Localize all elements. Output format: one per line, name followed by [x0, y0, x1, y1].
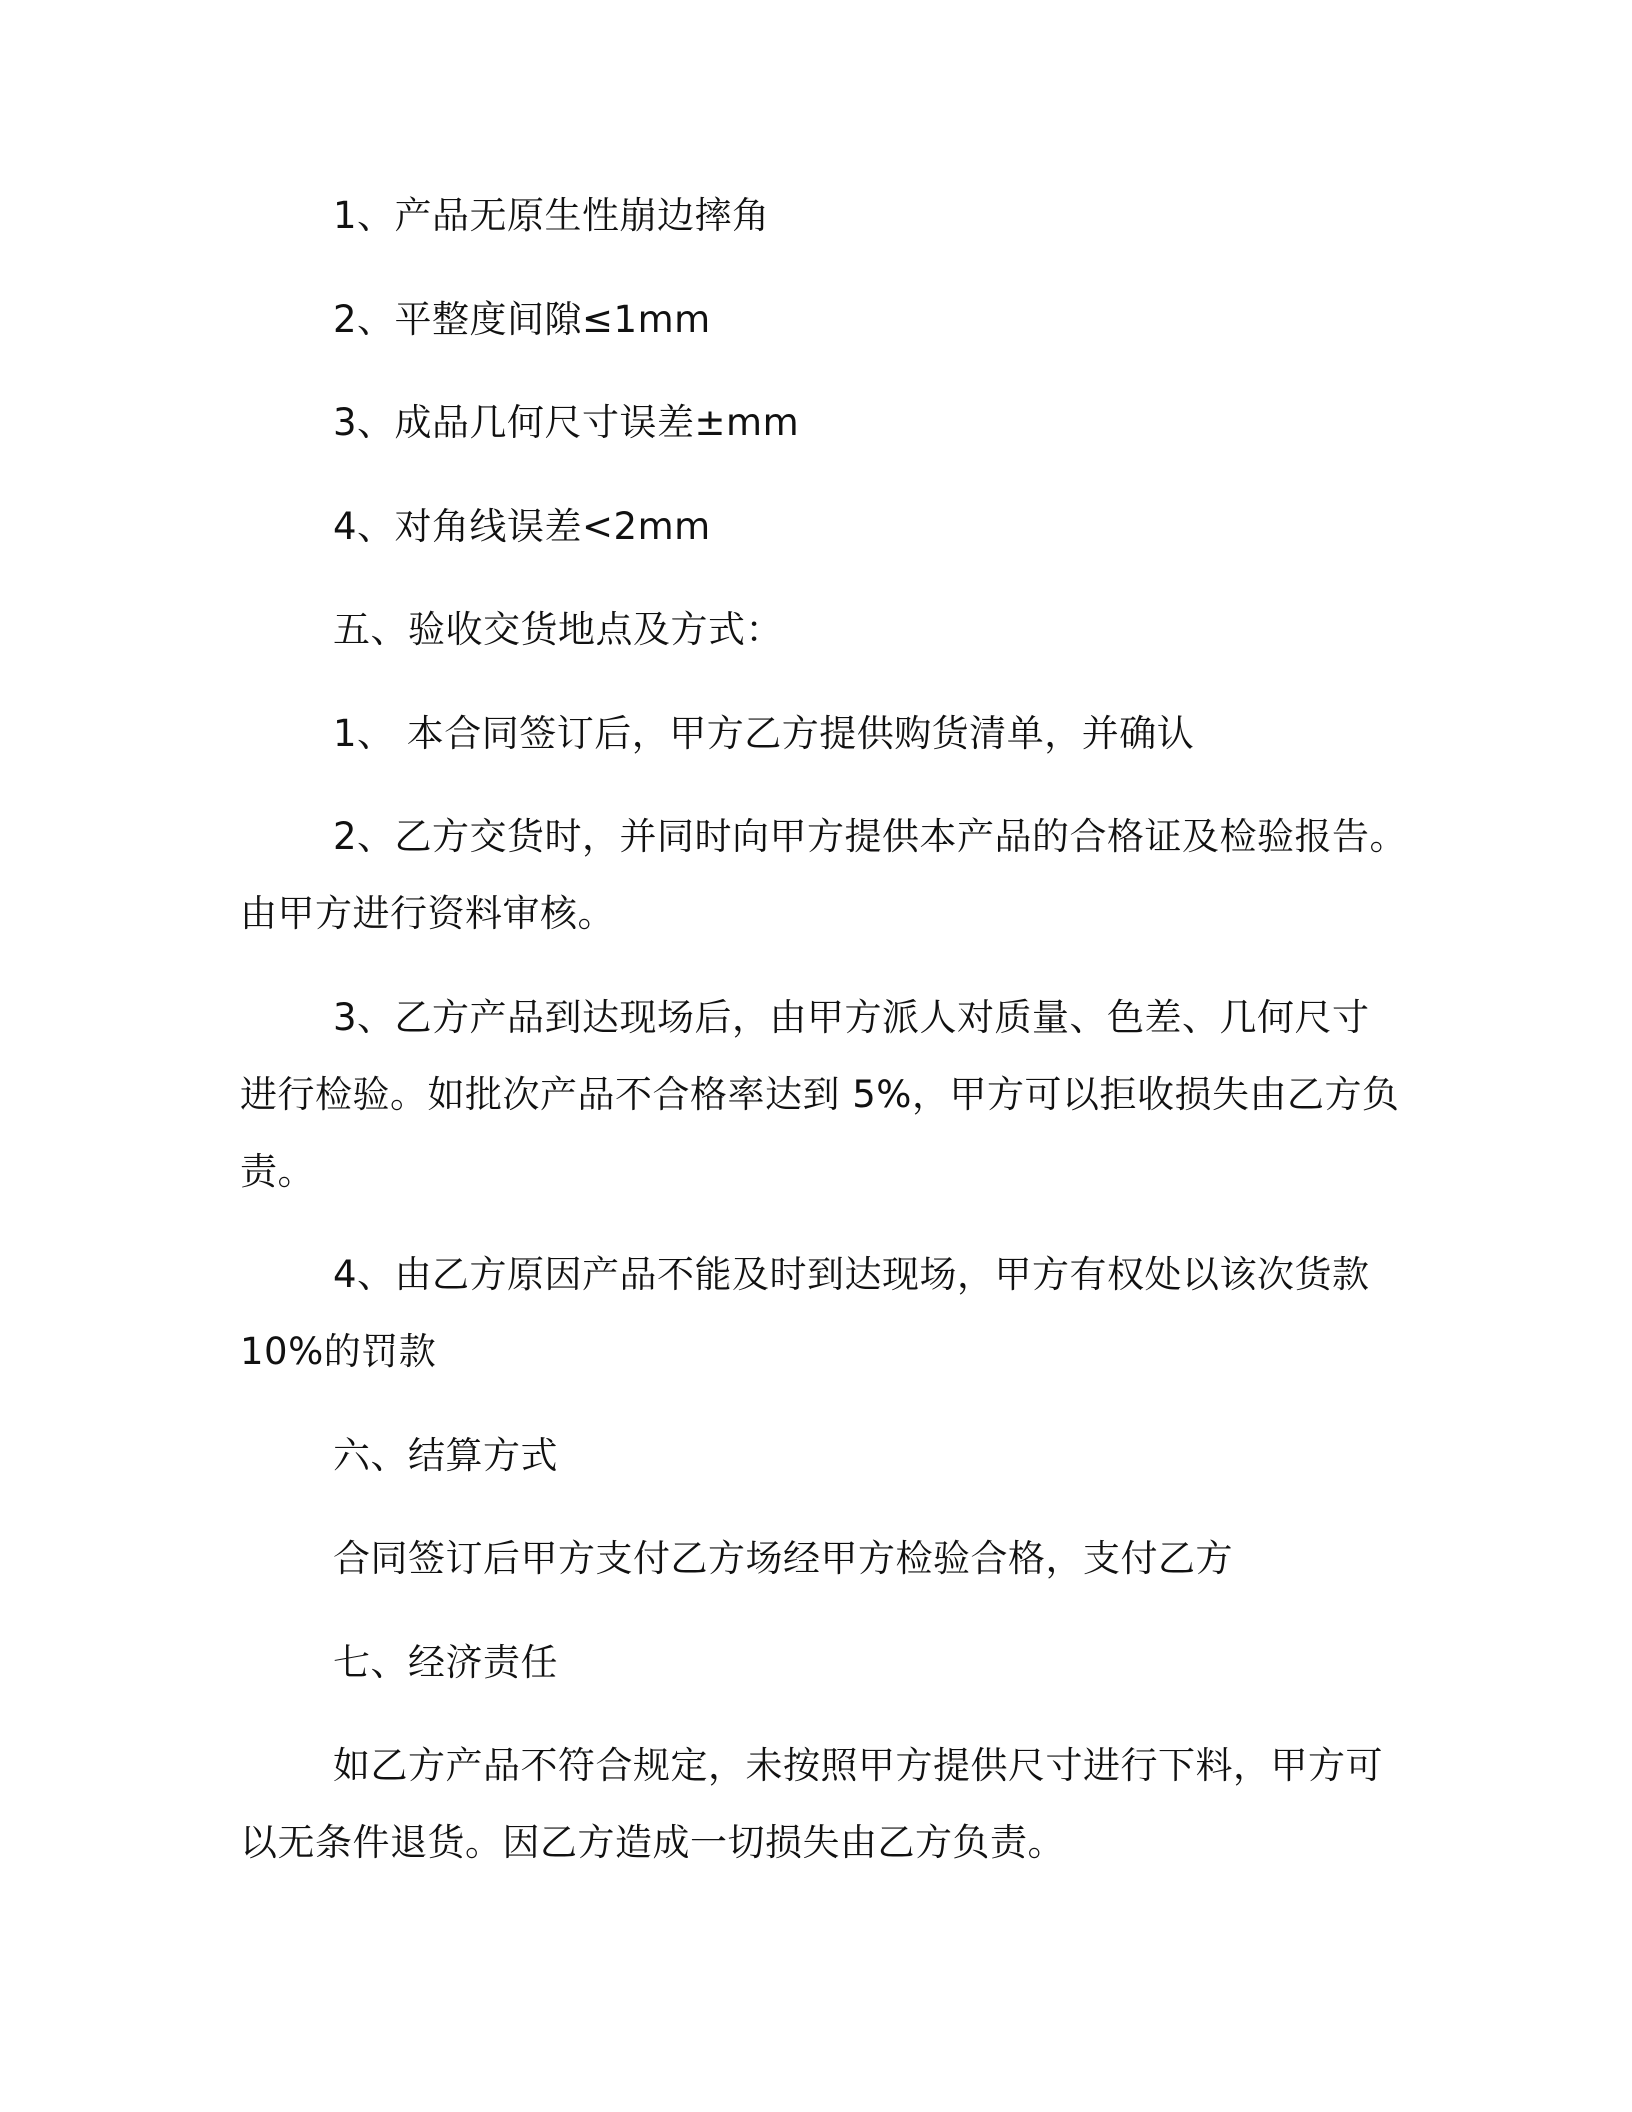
section5-paragraph-2-line-2: 由甲方进行资料审核。 — [240, 892, 615, 935]
section5-paragraph-4-line-2: 10%的罚款 — [240, 1330, 437, 1373]
section5-paragraph-1: 1、 本合同签订后，甲方乙方提供购货清单，并确认 — [333, 712, 1195, 755]
section5-paragraph-3-line-1: 3、乙方产品到达现场后，由甲方派人对质量、色差、几何尺寸 — [333, 996, 1370, 1039]
spec-item-3: 3、成品几何尺寸误差±mm — [333, 401, 800, 444]
spec-item-1: 1、产品无原生性崩边摔角 — [333, 194, 770, 237]
spec-item-2: 2、平整度间隙≤1mm — [333, 298, 711, 341]
section5-paragraph-3-line-2: 进行检验。如批次产品不合格率达到 5%，甲方可以拒收损失由乙方负 — [240, 1073, 1400, 1116]
section-heading-6: 六、结算方式 — [333, 1434, 558, 1477]
section5-paragraph-2-line-1: 2、乙方交货时，并同时向甲方提供本产品的合格证及检验报告。 — [333, 815, 1408, 858]
section5-paragraph-4-line-1: 4、由乙方原因产品不能及时到达现场，甲方有权处以该次货款 — [333, 1253, 1370, 1296]
section-heading-5: 五、验收交货地点及方式： — [333, 608, 783, 651]
section5-paragraph-3-line-3: 责。 — [240, 1150, 315, 1193]
section6-paragraph-1: 合同签订后甲方支付乙方场经甲方检验合格，支付乙方 — [333, 1537, 1233, 1580]
spec-item-4: 4、对角线误差<2mm — [333, 505, 711, 548]
section7-paragraph-1-line-2: 以无条件退货。因乙方造成一切损失由乙方负责。 — [240, 1821, 1065, 1864]
section-heading-7: 七、经济责任 — [333, 1641, 558, 1684]
section7-paragraph-1-line-1: 如乙方产品不符合规定，未按照甲方提供尺寸进行下料，甲方可 — [333, 1744, 1383, 1787]
